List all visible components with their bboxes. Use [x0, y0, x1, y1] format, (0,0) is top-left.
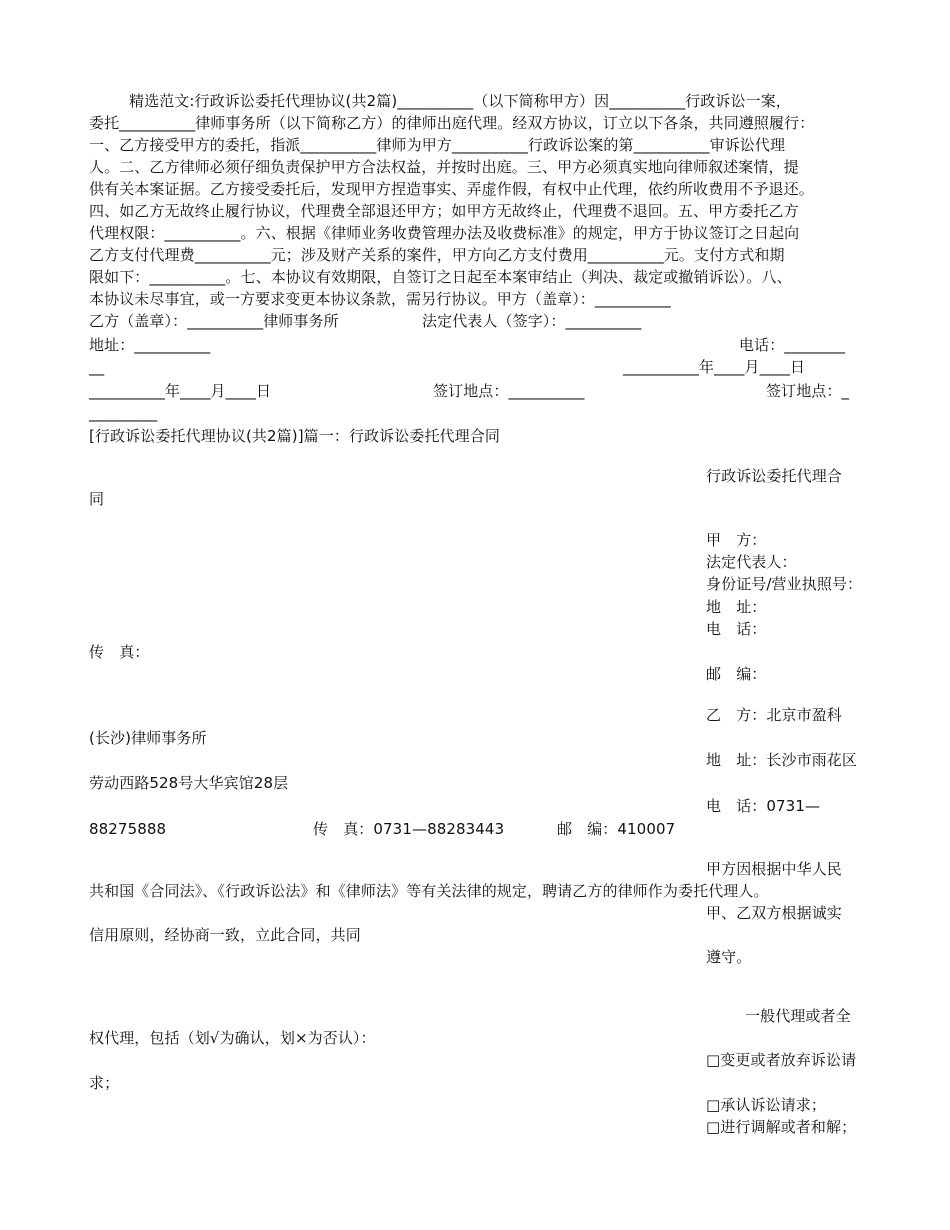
party-b-address: 地 址：长沙市雨花区: [706, 751, 858, 769]
intro-line-8: 乙方支付代理费__________元；涉及财产关系的案件，甲方向乙方支付费用__________元。支付方式和期: [89, 246, 785, 264]
phone-line-cont: __: [89, 358, 105, 376]
option-change-claim: □变更或者放弃诉讼请: [706, 1051, 857, 1069]
intro-line-6: 四、如乙方无故终止履行协议，代理费全部退还甲方；如甲方无故终止，代理费不退回。五、甲方委托乙方: [89, 202, 799, 220]
address-line: 地址：__________: [89, 336, 211, 354]
phone-line: 电话：________: [739, 336, 846, 354]
scope-line-2: 权代理，包括（划√为确认，划×为否认）：: [89, 1029, 376, 1047]
article-heading: [行政诉讼委托代理协议(共2篇)]篇一：行政诉讼委托代理合同: [89, 427, 500, 445]
option-admit-claim: □承认诉讼请求；: [706, 1096, 826, 1114]
legal-rep-label: 法定代表人：: [706, 553, 797, 571]
party-b-seal-line: 乙方（盖章）：__________律师事务所: [89, 312, 339, 330]
option-mediation: □进行调解或者和解；: [706, 1118, 857, 1136]
recital-line-1: 甲方因根据中华人民: [706, 860, 842, 878]
scope-line-1: 一般代理或者全: [745, 1007, 851, 1025]
date-line-left: __________年____月____日: [89, 382, 272, 400]
option-change-claim-cont: 求；: [89, 1074, 120, 1092]
intro-line-5: 供有关本案证据。乙方接受委托后，发现甲方捏造事实、弄虚作假，有权中止代理，依约所收费用不予退还。: [89, 180, 814, 198]
party-b-address-cont: 劳动西路528号大华宾馆28层: [89, 774, 289, 792]
fax-label: 传 真：: [89, 643, 150, 661]
intro-line-9: 限如下：__________。七、本协议有效期限，自签订之日起至本案审结止（判决、裁定或撤销诉讼）。八、: [89, 268, 792, 286]
signing-place-middle: 签订地点：__________: [433, 382, 585, 400]
party-b-name: 乙 方：北京市盈科: [706, 706, 842, 724]
intro-line-3: 一、乙方接受甲方的委托，指派__________律师为甲方__________行政诉讼案的第__________审诉讼代理: [89, 136, 786, 154]
party-b-postcode: 邮 编：410007: [557, 820, 676, 838]
address-label: 地 址：: [706, 598, 767, 616]
intro-line-2: 委托__________律师事务所（以下简称乙方）的律师出庭代理。经双方协议，订立以下各条，共同遵照履行：: [89, 114, 815, 132]
party-b-name-cont: (长沙)律师事务所: [89, 729, 207, 747]
date-line-right: __________年____月____日: [623, 358, 806, 376]
intro-line-7: 代理权限：__________。六、根据《律师业务收费管理办法及收费标准》的规定，甲方于协议签订之日起向: [89, 224, 800, 242]
recital-line-5: 遵守。: [706, 948, 752, 966]
signing-place-cont: _________: [89, 404, 158, 422]
legal-rep-signature: 法定代表人（签字）：__________: [422, 312, 642, 330]
postcode-label: 邮 编：: [706, 665, 767, 683]
signing-place-right: 签订地点：_: [766, 382, 850, 400]
intro-line-1: 精选范文:行政诉讼委托代理协议(共2篇)__________（以下简称甲方）因__________行政诉讼一案，: [129, 92, 791, 110]
recital-line-3: 甲、乙双方根据诚实: [706, 904, 842, 922]
party-a-label: 甲 方：: [706, 531, 767, 549]
party-b-fax: 传 真：0731—88283443: [313, 820, 505, 838]
id-number-label: 身份证号/营业执照号：: [706, 575, 863, 593]
party-b-phone-cont: 88275888: [89, 820, 167, 838]
contract-title-cont: 同: [89, 490, 105, 508]
contract-title: 行政诉讼委托代理合: [706, 467, 842, 485]
intro-line-10: 本协议未尽事宜，或一方要求变更本协议条款，需另行协议。甲方（盖章）：__________: [89, 290, 671, 308]
phone-label: 电 话：: [706, 620, 767, 638]
intro-line-4: 人。二、乙方律师必须仔细负责保护甲方合法权益，并按时出庭。三、甲方必须真实地向律师叙述案情，提: [89, 158, 799, 176]
recital-line-2: 共和国《合同法》、《行政诉讼法》和《律师法》等有关法律的规定，聘请乙方的律师作为委托代理人。: [89, 882, 769, 900]
recital-line-4: 信用原则，经协商一致，立此合同，共同: [89, 926, 361, 944]
party-b-phone: 电 话：0731—: [706, 797, 821, 815]
